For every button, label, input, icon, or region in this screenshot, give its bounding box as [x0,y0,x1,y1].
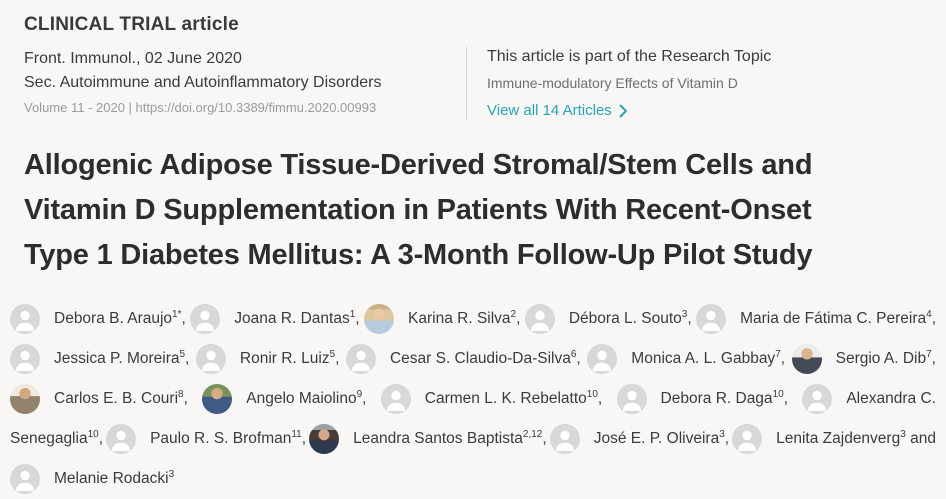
author-name[interactable]: Angelo Maiolino$^9$, [246,388,367,407]
author-name[interactable]: Carmen L. K. Rebelatto$^{10}$, [424,388,603,407]
journal-date-line: Front. Immunol., 02 June 2020 [24,50,242,67]
article-title-line: Type 1 Diabetes Mellitus: A 3-Month Follow-Up Pilot Study [24,239,813,271]
author-affiliation-superscript: 3 [681,308,688,320]
author-name[interactable]: Monica A. L. Gabbay$^7$, [631,348,786,367]
publication-info [24,47,466,120]
author-item[interactable] [792,344,936,374]
author-affiliation-superscript: 1 [349,308,356,320]
author-name[interactable]: Senegaglia$^{10}$, [10,428,104,447]
author-avatar-placeholder[interactable] [802,384,832,414]
author-name[interactable]: Jessica P. Moreira$^5$, [54,348,190,367]
author-affiliation-superscript: 10 [586,388,598,400]
person-icon [190,304,220,334]
author-name[interactable]: Leandra Santos Baptista$^{2,12}$, [353,428,547,447]
author-item[interactable] [617,384,788,414]
author-avatar-placeholder[interactable] [190,304,220,334]
author-name[interactable]: Karina R. Silva$^2$, [408,308,521,327]
author-affiliation-superscript: 7 [775,348,781,360]
author-avatar-placeholder[interactable] [550,424,580,454]
author-item[interactable] [309,424,547,454]
author-affiliation-superscript: 11 [291,428,302,440]
author-affiliation-superscript: 5 [329,348,336,360]
author-item[interactable] [202,384,366,414]
author-name[interactable]: Joana R. Dantas$^1$, [234,308,360,327]
author-name[interactable]: Maria de Fátima C. Pereira$^4$, [740,308,936,327]
author-row [10,459,936,499]
author-name[interactable]: Cesar S. Claudio-Da-Silva$^6$, [389,348,581,367]
author-affiliation-superscript: 10 [772,388,784,400]
research-topic-panel [466,47,922,120]
author-avatar-placeholder[interactable] [617,384,647,414]
author-name[interactable]: Melanie Rodacki$^3$ [54,468,175,487]
author-row [10,339,936,379]
author-name[interactable]: José E. P. Oliveira$^3$, [593,428,730,447]
author-item[interactable] [190,304,359,334]
author-name[interactable]: Paulo R. S. Brofman$^{11}$, [150,428,307,447]
author-item[interactable] [381,384,602,414]
author-avatar-placeholder[interactable] [196,344,226,374]
author-affiliation-superscript: 2 [510,308,517,320]
author-photo-avatar[interactable] [202,384,232,414]
author-name[interactable]: Ronir R. Luiz$^5$, [239,348,340,367]
author-avatar-placeholder[interactable] [106,424,136,454]
author-affiliation-superscript: 10 [87,428,99,440]
person-icon [106,424,136,454]
article-title [24,143,922,278]
person-icon [617,384,647,414]
person-icon [381,384,411,414]
author-item[interactable] [364,304,520,334]
author-item[interactable] [802,384,936,414]
author-name[interactable]: Débora L. Souto$^3$, [568,308,692,327]
author-item[interactable] [10,344,189,374]
author-affiliation-superscript: 9 [356,388,363,400]
author-item[interactable] [696,304,936,334]
author-name[interactable]: Debora B. Araujo$^{1*}$, [54,308,186,327]
author-row [10,379,936,419]
author-item[interactable] [10,464,174,494]
person-icon [10,304,40,334]
article-title-line: Allogenic Adipose Tissue-Derived Stromal/Stem Cells and [24,149,813,181]
author-photo-avatar[interactable] [10,384,40,414]
person-icon [346,344,376,374]
person-icon [10,464,40,494]
author-avatar-placeholder[interactable] [10,304,40,334]
author-name[interactable]: Carlos E. B. Couri$^8$, [54,388,188,407]
author-photo-avatar[interactable] [364,304,394,334]
author-item[interactable] [10,384,188,414]
person-icon [696,304,726,334]
author-item[interactable] [196,344,339,374]
author-item[interactable] [346,344,581,374]
author-affiliation-superscript: 5 [179,348,186,360]
person-icon [10,344,40,374]
author-row [10,299,936,339]
author-affiliation-superscript: 1* [172,308,182,320]
author-affiliation-superscript: 7 [926,348,932,360]
author-affiliation-superscript: 2,12 [522,428,543,440]
author-avatar-placeholder[interactable] [381,384,411,414]
author-photo-avatar[interactable] [309,424,339,454]
author-list [10,299,936,499]
author-name[interactable]: Debora R. Daga$^{10}$, [660,388,788,407]
author-affiliation-superscript: 3 [168,468,175,480]
author-avatar-placeholder[interactable] [10,344,40,374]
author-name[interactable]: Lenita Zajdenverg$^3$ and [776,428,936,447]
person-icon [802,384,832,414]
article-title-line: Vitamin D Supplementation in Patients With Recent-Onset [24,194,812,226]
chevron-right-icon [619,104,628,118]
person-icon [732,424,762,454]
research-topic-title: Immune-modulatory Effects of Vitamin D [487,75,738,91]
person-icon [525,304,555,334]
author-affiliation-superscript: 3 [719,428,725,440]
author-item[interactable] [525,304,692,334]
author-item[interactable] [587,344,785,374]
person-icon [550,424,580,454]
author-avatar-placeholder[interactable] [346,344,376,374]
author-avatar-placeholder[interactable] [525,304,555,334]
header-columns [24,47,922,120]
person-icon [587,344,617,374]
author-row [10,419,936,459]
section-line: Sec. Autoimmune and Autoinflammatory Disorders [24,74,382,91]
author-affiliation-superscript: 8 [178,388,184,400]
author-affiliation-superscript: 4 [926,308,932,320]
volume-doi-line: Volume 11 - 2020 | https://doi.org/10.3389/fimmu.2020.00993 [24,100,377,115]
author-avatar-placeholder[interactable] [732,424,762,454]
article-type-label: CLINICAL TRIAL article [24,14,239,35]
author-affiliation-superscript: 6 [570,348,577,360]
article-header [0,0,946,120]
author-name[interactable]: Alexandra C. [846,390,936,407]
author-avatar-placeholder[interactable] [10,464,40,494]
author-item[interactable] [10,429,103,449]
research-topic-intro: This article is part of the Research Topic [487,48,772,65]
person-icon [196,344,226,374]
author-affiliation-superscript: 3 [900,428,906,440]
author-item[interactable] [10,304,186,334]
author-item[interactable] [106,424,306,454]
author-avatar-placeholder[interactable] [587,344,617,374]
author-item[interactable] [550,424,729,454]
view-all-articles-link[interactable] [487,102,628,119]
author-photo-avatar[interactable] [792,344,822,374]
author-item[interactable] [732,424,936,454]
view-all-articles-label: View all 14 Articles [487,102,612,119]
author-name[interactable]: Sergio A. Dib$^7$, [835,348,936,367]
author-avatar-placeholder[interactable] [696,304,726,334]
